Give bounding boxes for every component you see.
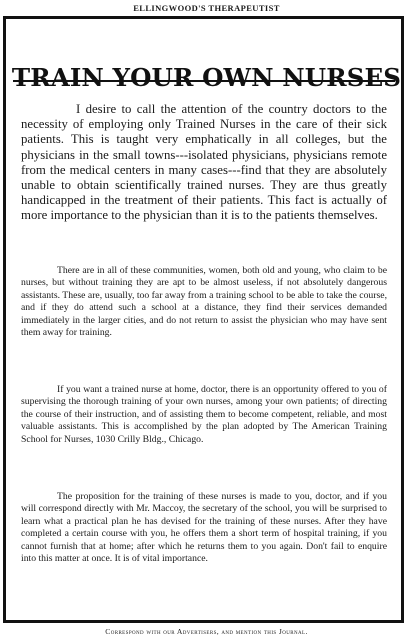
body-paragraph-2: There are in all of these communities, women, both old and young, who claim to be nurses, but without training they are apt to be almost useless, if not absolutely dangerous assistants. These are, usually, too far away from a training school to be able to take the course, and if they do attend such a school at a distance, they find their services demanded immediately in the larger cities, and do not return to assist the physician who may have sent them away for training. bbox=[21, 265, 387, 339]
page-footer: Correspond with our Advertisers, and mention this Journal. bbox=[105, 627, 308, 636]
body-paragraph-4: The proposition for the training of these nurses is made to you, doctor, and if you will correspond directly with Mr. Maccoy, the secretary of the school, you will be surprised to learn what a practical plan he has devised for the training of these nurses. After they have completed a certain course with you, he offers them a short term of hospital training, if you cannot furnish that at home; after which he returns them to you again. Don't fail to enquire into this matter at once. It is of vital importance. bbox=[21, 491, 387, 565]
article-title: TRAIN YOUR OWN NURSES bbox=[11, 63, 402, 93]
lead-paragraph: I desire to call the attention of the country doctors to the necessity of employing only Trained Nurses in the care of their sick patients. This is taught very emphatically in all colleges, but the physicians in the small towns---isolated physicians, physicians remote from the medical centers in many cases---find that they are absolutely unable to obtain scientifically trained nurses. They are thus greatly handicapped in the treatment of their patients. This fact is actually of more importance to the physician than it is to the patients themselves. bbox=[21, 102, 387, 223]
body-paragraph-3: If you want a trained nurse at home, doctor, there is an opportunity offered to you of supervising the thorough training of your own nurses, among your own patients; of directing the course of their instruction, and of assisting them to become competent, reliable, and most valuable assistants. This is accomplished by the plan adopted by The American Training School for Nurses, 1030 Crilly Bldg., Chicago. bbox=[21, 384, 387, 445]
title-divider bbox=[13, 80, 395, 82]
running-head: ELLINGWOOD'S THERAPEUTIST bbox=[133, 3, 280, 13]
